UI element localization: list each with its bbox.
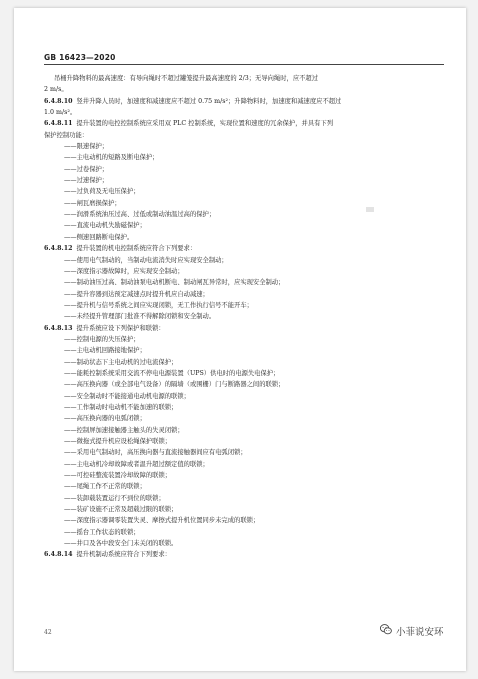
list-item: ——直流电动机失励磁保护；	[64, 222, 146, 230]
paragraph-line: 1.0 m/s²。	[44, 109, 77, 117]
list-item: ——主电动机回路接地保护；	[64, 347, 146, 355]
list-item: ——高压换向器的电弧闭锁；	[64, 415, 146, 423]
clause-heading	[44, 96, 446, 107]
list-item: ——工作制动时电动机不能加速的联锁；	[64, 403, 178, 411]
clause-heading	[44, 549, 446, 560]
list-item: ——使用电气制动的，当制动电流消失时应实现安全制动；	[64, 256, 228, 264]
list-item: ——过卷保护；	[64, 165, 109, 173]
list-item: ——主电动机冷却故障或者温升超过额定值的联锁；	[64, 460, 209, 468]
clause-text: 竖井升降人员时，加速度和减速度应不超过 0.75 m/s²；升降物料时，加速度和减速度应不超过	[76, 97, 342, 105]
document-page	[14, 8, 466, 671]
document-body	[44, 73, 446, 561]
paragraph-line: 2 m/s。	[44, 86, 68, 94]
clause-text: 提升装置的电控控制系统应采用双 PLC 控制系统，实现位置和速度的冗余保护，并具有下列	[76, 120, 334, 128]
watermark	[380, 624, 444, 638]
list-item: ——侧速回路断电保护。	[64, 233, 134, 241]
list-item: ——未经提升管理部门批准不得解除闭锁和安全制动。	[64, 313, 216, 321]
clause-number: 6.4.8.10	[44, 97, 73, 105]
paragraph-line: 保护控制功能：	[44, 131, 89, 139]
clause-heading	[44, 243, 446, 254]
standard-code: GB 16423—2020	[44, 53, 116, 62]
wechat-icon	[380, 624, 392, 638]
list-item: ——主电动机的短路及断电保护；	[64, 154, 159, 162]
list-item: ——提升机与信号系统之间应实现闭锁，无工作执行信号不能开车；	[64, 301, 253, 309]
list-item: ——微拖式提升机应设松绳保护联锁；	[64, 438, 172, 445]
list-item: ——润滑系统油压过高、过低或制动油温过高的保护；	[64, 211, 216, 219]
clause-text: 提升机制动系统应符合下列要求：	[76, 551, 171, 559]
header-rule	[44, 64, 444, 65]
list-item: ——装卸载装置运行不到位的联锁；	[64, 494, 165, 502]
list-item: ——制动油压过高、制动油泵电动机断电、制动闸瓦异常时，应实现安全制动；	[64, 279, 285, 287]
list-item: ——采用电气制动时，高压换向器与直流接触器间应有电弧闭锁；	[64, 449, 247, 457]
list-item: ——控制电源的失压保护；	[64, 335, 140, 343]
clause-number: 6.4.8.13	[44, 324, 73, 332]
list-item: ——尾绳工作不正常的联锁；	[64, 483, 146, 491]
list-item: ——能耗控制系统采用交流不停电电源装置（UPS）供电时的电源失电保护；	[64, 369, 280, 377]
list-item: ——安全制动时不能接通电动机电源的联锁；	[64, 392, 190, 400]
list-item: ——摇台工作状态的联锁；	[64, 528, 140, 536]
clause-heading	[44, 118, 446, 129]
list-item: ——井口及各中段安全门未关闭的联锁。	[64, 540, 178, 548]
list-item: ——制动状态下主电动机的过电流保护；	[64, 358, 178, 366]
watermark-text: 小菲说安环	[396, 627, 444, 638]
list-item: ——高压换向器（或全部电气设备）的隔墙（或围栅）门与断路器之间的联锁；	[64, 381, 285, 389]
list-item: ——深度指示器调零装置失灵、摩擦式提升机位置同步未完成的联锁；	[64, 517, 260, 525]
list-item: ——闸瓦磨损保护；	[64, 199, 121, 207]
list-item: ——过负荷及无电压保护；	[64, 188, 140, 196]
list-item: ——过速保护；	[64, 177, 109, 185]
clause-text: 提升装置的机电控制系统应符合下列要求：	[76, 245, 197, 253]
clause-number: 6.4.8.14	[44, 551, 73, 559]
list-item: ——限速保护；	[64, 143, 109, 151]
clause-text: 提升系统应设下列保护和联锁：	[76, 324, 165, 332]
paragraph-line: 吊桶升降物料的最高速度：有导向绳时不超过罐笼提升最高速度的 2/3；无导向绳时，应不超过	[54, 75, 319, 82]
list-item: ——控制屏加速接触器主触头的失灵闭锁；	[64, 426, 184, 434]
list-item: ——装矿设施不正常及超载过限的联锁；	[64, 506, 178, 514]
page-number: 42	[44, 629, 52, 636]
clause-heading	[44, 323, 446, 334]
clause-number: 6.4.8.11	[44, 120, 73, 128]
list-item: ——提升容器到达预定减速点时提升机应自动减速；	[64, 290, 209, 298]
list-item: ——可控硅整流装置冷却故障的联锁；	[64, 472, 172, 480]
clause-number: 6.4.8.12	[44, 245, 73, 253]
list-item: ——深度指示器故障时，应实现安全制动；	[64, 267, 184, 275]
